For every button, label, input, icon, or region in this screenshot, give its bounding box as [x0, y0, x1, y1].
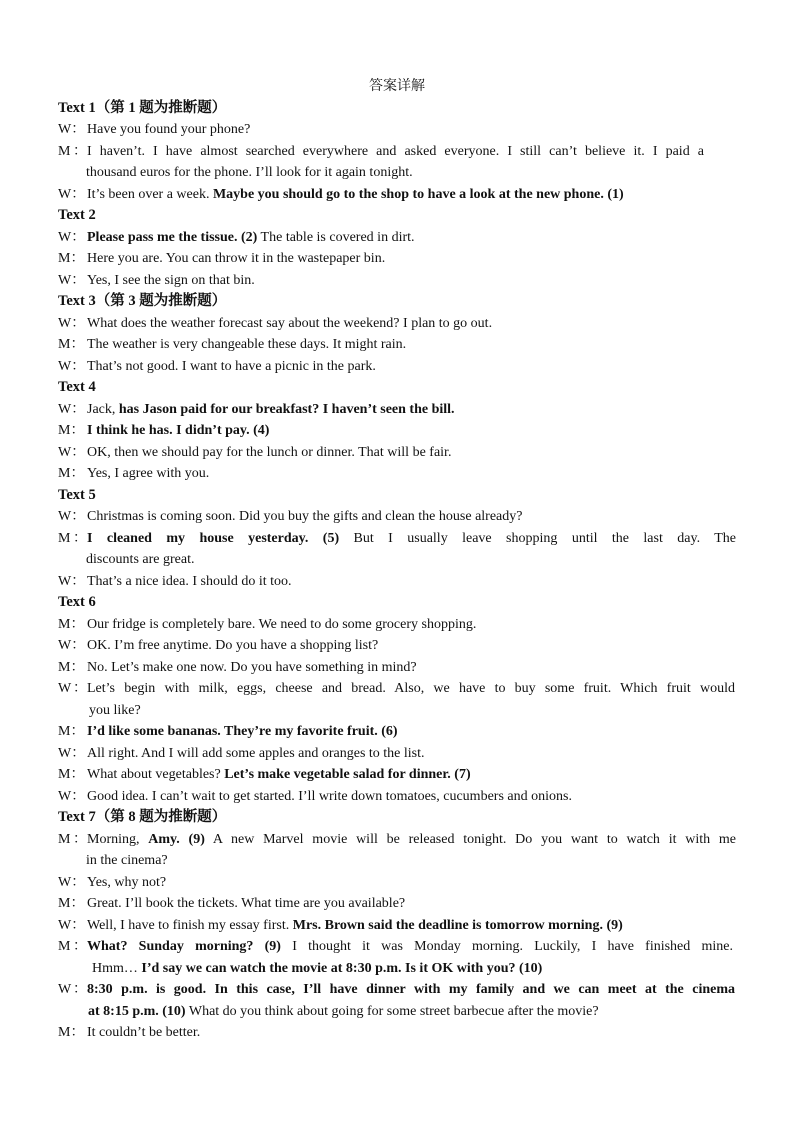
answer-evidence: Mrs. Brown said the deadline is tomorrow morning. (9) — [292, 918, 623, 933]
speaker-label: M： — [58, 1025, 85, 1040]
line-text: OK. I’m free anytime. Do you have a shopping list? — [87, 638, 379, 653]
speaker-label: W： — [58, 982, 87, 997]
speaker-label: M： — [58, 251, 85, 266]
line-text: Christmas is coming soon. Did you buy the gifts and clean the house already? — [87, 509, 523, 524]
dialogue-line — [58, 872, 166, 894]
line-text: Jack, — [87, 402, 119, 417]
speaker-label: M： — [58, 531, 87, 546]
dialogue-line — [58, 442, 451, 464]
speaker-label: W： — [58, 187, 86, 202]
line-text: It’s been over a week. — [87, 187, 213, 202]
dialogue-line — [58, 313, 492, 335]
speaker-label: M： — [58, 423, 85, 438]
text6-heading: Text 6 — [58, 594, 96, 610]
speaker-label: W： — [58, 445, 86, 460]
dialogue-line — [58, 571, 292, 593]
answer-evidence: has Jason paid for our breakfast? I haven’t seen the bill. — [118, 402, 455, 417]
dialogue-line — [58, 721, 398, 743]
text4-heading: Text 4 — [58, 379, 96, 395]
line-text: What does the weather forecast say about the weekend? I plan to go out. — [87, 316, 493, 331]
text7-heading: Text 7（第 8 题为推断题） — [58, 809, 227, 825]
answer-evidence: I’d say we can watch the movie at 8:30 p.m. Is it OK with you? (10) — [141, 961, 543, 976]
dialogue-line — [58, 657, 417, 679]
speaker-label: W： — [58, 402, 86, 417]
answer-evidence: 8:30 p.m. is good. In this case, I’ll have dinner with my family and we can meet at the cinema — [87, 982, 735, 997]
line-text: All right. And I will add some apples and oranges to the list. — [87, 746, 425, 761]
line-text: Morning, — [87, 832, 149, 847]
answer-evidence: Amy. (9) — [148, 832, 205, 847]
line-text: That’s a nice idea. I should do it too. — [87, 574, 292, 589]
line-continuation: thousand euros for the phone. I’ll look for it again tonight. — [86, 165, 413, 180]
line-text: Well, I have to finish my essay first. — [87, 918, 293, 933]
dialogue-line — [58, 119, 250, 141]
speaker-label: M： — [58, 660, 85, 675]
dialogue-line — [58, 893, 405, 915]
dialogue-line — [58, 635, 378, 657]
dialogue-line — [58, 420, 269, 442]
dialogue-line — [58, 184, 624, 206]
answer-evidence: I think he has. I didn’t pay. (4) — [87, 423, 270, 438]
speaker-label: M： — [58, 724, 85, 739]
speaker-label: M： — [58, 767, 85, 782]
dialogue-line — [58, 936, 733, 958]
line-text: Yes, why not? — [87, 875, 167, 890]
speaker-label: W： — [58, 273, 86, 288]
text5-heading: Text 5 — [58, 487, 96, 503]
line-continuation: discounts are great. — [86, 552, 195, 567]
speaker-label: W： — [58, 316, 86, 331]
dialogue-line — [58, 678, 735, 700]
line-text: What do you think about going for some street barbecue after the movie? — [185, 1004, 599, 1019]
dialogue-line — [58, 399, 455, 421]
line-text: Yes, I see the sign on that bin. — [87, 273, 255, 288]
line-text: No. Let’s make one now. Do you have something in mind? — [87, 660, 417, 675]
dialogue-line — [58, 829, 736, 851]
line-continuation: you like? — [89, 703, 141, 718]
line-text: I thought it was Monday morning. Luckily, I have finished mine. — [280, 939, 733, 954]
line-text: I haven’t. I have almost searched everywhere and asked everyone. I still can’t believe it. I paid a — [87, 144, 704, 159]
dialogue-line — [58, 356, 376, 378]
dialogue-line — [58, 528, 736, 550]
text3-heading: Text 3（第 3 题为推断题） — [58, 293, 227, 309]
dialogue-line — [58, 786, 572, 808]
line-text: That’s not good. I want to have a picnic in the park. — [87, 359, 376, 374]
dialogue-line — [58, 915, 623, 937]
speaker-label: W： — [58, 918, 86, 933]
line-text: The table is covered in dirt. — [257, 230, 415, 245]
line-text: Yes, I agree with you. — [87, 466, 210, 481]
answer-evidence: Let’s make vegetable salad for dinner. (7) — [224, 767, 471, 782]
text2-heading: Text 2 — [58, 207, 96, 223]
speaker-label: M： — [58, 832, 87, 847]
speaker-label: W： — [58, 574, 86, 589]
line-text: Good idea. I can’t wait to get started. I’ll write down tomatoes, cucumbers and onions. — [87, 789, 572, 804]
line-text: A new Marvel movie will be released tonight. Do you want to watch it with me — [204, 832, 737, 847]
speaker-label: M： — [58, 896, 85, 911]
dialogue-line — [58, 248, 385, 270]
answer-evidence: I’d like some bananas. They’re my favorite fruit. (6) — [87, 724, 398, 739]
dialogue-line — [58, 506, 522, 528]
dialogue-line — [58, 270, 255, 292]
line-text: Our fridge is completely bare. We need to do some grocery shopping. — [87, 617, 477, 632]
dialogue-line — [58, 979, 735, 1001]
speaker-label: M： — [58, 939, 87, 954]
dialogue-line — [58, 334, 406, 356]
dialogue-line — [58, 743, 425, 765]
dialogue-line — [58, 1022, 200, 1044]
speaker-label: W： — [58, 875, 86, 890]
answer-evidence: Please pass me the tissue. (2) — [87, 230, 258, 245]
line-text: The weather is very changeable these days. It might rain. — [87, 337, 407, 352]
dialogue-line — [58, 764, 471, 786]
line-text: Here you are. You can throw it in the wastepaper bin. — [87, 251, 386, 266]
speaker-label: W： — [58, 230, 86, 245]
page-title: 答案详解 — [369, 78, 425, 94]
line-text: It couldn’t be better. — [87, 1025, 201, 1040]
line-continuation — [92, 958, 542, 980]
line-text: Have you found your phone? — [87, 122, 251, 137]
line-continuation: in the cinema? — [86, 853, 168, 868]
line-text: What about vegetables? — [87, 767, 225, 782]
speaker-label: M： — [58, 144, 87, 159]
answer-evidence: I cleaned my house yesterday. (5) — [87, 531, 340, 546]
line-text: Let’s begin with milk, eggs, cheese and bread. Also, we have to buy some fruit. Which fruit would — [87, 681, 735, 696]
line-text: Hmm… — [92, 961, 142, 976]
line-text: But I usually leave shopping until the last day. The — [339, 531, 737, 546]
dialogue-line — [58, 614, 476, 636]
line-text: OK, then we should pay for the lunch or dinner. That will be fair. — [87, 445, 452, 460]
answer-evidence: at 8:15 p.m. (10) — [88, 1004, 186, 1019]
speaker-label: W： — [58, 638, 86, 653]
answer-evidence: What? Sunday morning? (9) — [87, 939, 281, 954]
speaker-label: M： — [58, 337, 85, 352]
answer-evidence: Maybe you should go to the shop to have a look at the new phone. (1) — [212, 187, 624, 202]
speaker-label: W： — [58, 789, 86, 804]
text1-heading: Text 1（第 1 题为推断题） — [58, 100, 227, 116]
speaker-label: M： — [58, 466, 85, 481]
speaker-label: M： — [58, 617, 85, 632]
speaker-label: W： — [58, 359, 86, 374]
line-text: Great. I’ll book the tickets. What time are you available? — [87, 896, 406, 911]
line-continuation — [88, 1001, 599, 1023]
dialogue-line — [58, 227, 415, 249]
speaker-label: W： — [58, 746, 86, 761]
dialogue-line — [58, 463, 209, 485]
speaker-label: W： — [58, 122, 86, 137]
speaker-label: W： — [58, 681, 87, 696]
dialogue-line — [58, 141, 704, 163]
speaker-label: W： — [58, 509, 86, 524]
